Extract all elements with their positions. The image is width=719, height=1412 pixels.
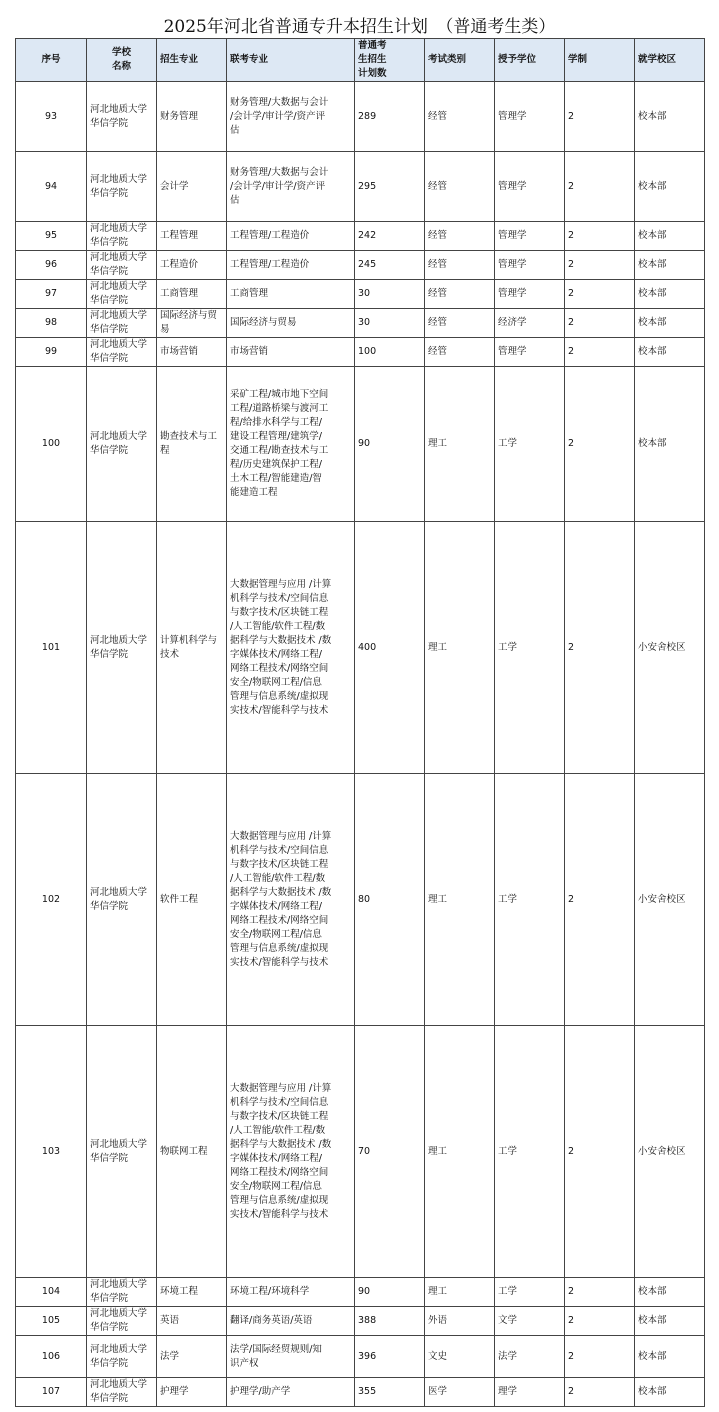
campus: 校本部	[635, 280, 705, 309]
header-school: 学校 名称	[87, 39, 157, 82]
exam-type: 理工	[425, 1278, 495, 1307]
row-number: 103	[16, 1026, 87, 1278]
enroll-major: 财务管理	[157, 82, 227, 152]
plan-count: 289	[355, 82, 425, 152]
exam-type: 理工	[425, 1026, 495, 1278]
degree: 管理学	[495, 222, 565, 251]
school-name: 河北地质大学华信学院	[87, 309, 157, 338]
exam-major: 大数据管理与应用 /计算 机科学与技术/空间信息 与数字技术/区块链工程 /人工智能/软件工程/数 据科学与大数据技术 /数 字媒体技术/网络工程/ 网络工程技术/网络空间 安全/物联网工程/信息 管理与信息系统/虚拟现 实技术/智能科学与技术	[227, 774, 355, 1026]
school-name: 河北地质大学华信学院	[87, 251, 157, 280]
header-exam-type: 考试类别	[425, 39, 495, 82]
degree: 工学	[495, 1026, 565, 1278]
study-years: 2	[565, 309, 635, 338]
exam-major: 采矿工程/城市地下空间 工程/道路桥梁与渡河工 程/给排水科学与工程/ 建设工程管理/建筑学/ 交通工程/勘查技术与工 程/历史建筑保护工程/ 土木工程/智能建造/智 能建造工程	[227, 367, 355, 522]
table-row	[16, 1026, 705, 1278]
study-years: 2	[565, 1307, 635, 1336]
campus: 校本部	[635, 1378, 705, 1407]
enroll-major: 工商管理	[157, 280, 227, 309]
exam-major: 财务管理/大数据与会计 /会计学/审计学/资产评 估	[227, 82, 355, 152]
plan-count: 30	[355, 280, 425, 309]
degree: 文学	[495, 1307, 565, 1336]
table-row	[16, 280, 705, 309]
exam-major: 法学/国际经贸规则/知 识产权	[227, 1336, 355, 1378]
header-years: 学制	[565, 39, 635, 82]
school-name: 河北地质大学华信学院	[87, 152, 157, 222]
header-exam-major: 联考专业	[227, 39, 355, 82]
school-name: 河北地质大学华信学院	[87, 774, 157, 1026]
degree: 管理学	[495, 338, 565, 367]
table-row	[16, 82, 705, 152]
study-years: 2	[565, 1336, 635, 1378]
degree: 工学	[495, 367, 565, 522]
school-name: 河北地质大学华信学院	[87, 367, 157, 522]
row-number: 101	[16, 522, 87, 774]
table-header-row	[16, 39, 705, 82]
plan-count: 388	[355, 1307, 425, 1336]
enroll-major: 软件工程	[157, 774, 227, 1026]
plan-count: 90	[355, 1278, 425, 1307]
table-row	[16, 1378, 705, 1407]
school-name: 河北地质大学华信学院	[87, 82, 157, 152]
exam-type: 理工	[425, 774, 495, 1026]
campus: 小安舍校区	[635, 774, 705, 1026]
plan-count: 90	[355, 367, 425, 522]
row-number: 98	[16, 309, 87, 338]
degree: 工学	[495, 774, 565, 1026]
plan-count: 80	[355, 774, 425, 1026]
study-years: 2	[565, 152, 635, 222]
enroll-major: 工程造价	[157, 251, 227, 280]
plan-count: 396	[355, 1336, 425, 1378]
school-name: 河北地质大学华信学院	[87, 338, 157, 367]
study-years: 2	[565, 251, 635, 280]
exam-type: 外语	[425, 1307, 495, 1336]
enrollment-plan-table	[15, 38, 705, 1407]
campus: 校本部	[635, 338, 705, 367]
table-row	[16, 222, 705, 251]
school-name: 河北地质大学华信学院	[87, 280, 157, 309]
enroll-major: 护理学	[157, 1378, 227, 1407]
enroll-major: 国际经济与贸易	[157, 309, 227, 338]
table-row	[16, 309, 705, 338]
exam-type: 经管	[425, 338, 495, 367]
study-years: 2	[565, 222, 635, 251]
exam-major: 工商管理	[227, 280, 355, 309]
campus: 校本部	[635, 1307, 705, 1336]
exam-major: 翻译/商务英语/英语	[227, 1307, 355, 1336]
enroll-major: 工程管理	[157, 222, 227, 251]
exam-major: 国际经济与贸易	[227, 309, 355, 338]
plan-count: 70	[355, 1026, 425, 1278]
plan-count: 100	[355, 338, 425, 367]
row-number: 93	[16, 82, 87, 152]
exam-type: 经管	[425, 222, 495, 251]
header-major: 招生专业	[157, 39, 227, 82]
exam-major: 财务管理/大数据与会计 /会计学/审计学/资产评 估	[227, 152, 355, 222]
table-row	[16, 1307, 705, 1336]
study-years: 2	[565, 338, 635, 367]
campus: 校本部	[635, 1278, 705, 1307]
campus: 校本部	[635, 222, 705, 251]
school-name: 河北地质大学华信学院	[87, 222, 157, 251]
header-plan: 普通考 生招生 计划数	[355, 39, 425, 82]
campus: 小安舍校区	[635, 522, 705, 774]
row-number: 102	[16, 774, 87, 1026]
table-row	[16, 338, 705, 367]
table-row	[16, 774, 705, 1026]
plan-count: 400	[355, 522, 425, 774]
enroll-major: 计算机科学与技术	[157, 522, 227, 774]
campus: 校本部	[635, 1336, 705, 1378]
plan-count: 245	[355, 251, 425, 280]
campus: 校本部	[635, 82, 705, 152]
study-years: 2	[565, 522, 635, 774]
degree: 工学	[495, 1278, 565, 1307]
row-number: 106	[16, 1336, 87, 1378]
study-years: 2	[565, 774, 635, 1026]
row-number: 100	[16, 367, 87, 522]
degree: 管理学	[495, 280, 565, 309]
exam-major: 护理学/助产学	[227, 1378, 355, 1407]
campus: 校本部	[635, 251, 705, 280]
page-title: 2025年河北省普通专升本招生计划 （普通考生类）	[163, 17, 556, 37]
exam-major: 工程管理/工程造价	[227, 251, 355, 280]
table-row	[16, 152, 705, 222]
school-name: 河北地质大学华信学院	[87, 1278, 157, 1307]
degree: 工学	[495, 522, 565, 774]
header-no: 序号	[16, 39, 87, 82]
school-name: 河北地质大学华信学院	[87, 1026, 157, 1278]
table-row	[16, 522, 705, 774]
enroll-major: 会计学	[157, 152, 227, 222]
degree: 法学	[495, 1336, 565, 1378]
table-row	[16, 367, 705, 522]
plan-count: 242	[355, 222, 425, 251]
enroll-major: 法学	[157, 1336, 227, 1378]
school-name: 河北地质大学华信学院	[87, 522, 157, 774]
row-number: 105	[16, 1307, 87, 1336]
school-name: 河北地质大学华信学院	[87, 1307, 157, 1336]
row-number: 97	[16, 280, 87, 309]
study-years: 2	[565, 280, 635, 309]
exam-type: 经管	[425, 280, 495, 309]
exam-type: 医学	[425, 1378, 495, 1407]
exam-type: 经管	[425, 251, 495, 280]
enroll-major: 市场营销	[157, 338, 227, 367]
exam-type: 经管	[425, 309, 495, 338]
row-number: 99	[16, 338, 87, 367]
campus: 校本部	[635, 367, 705, 522]
study-years: 2	[565, 1378, 635, 1407]
study-years: 2	[565, 367, 635, 522]
campus: 校本部	[635, 309, 705, 338]
enroll-major: 勘查技术与工程	[157, 367, 227, 522]
campus: 校本部	[635, 152, 705, 222]
degree: 管理学	[495, 251, 565, 280]
exam-type: 经管	[425, 82, 495, 152]
table-row	[16, 1278, 705, 1307]
degree: 经济学	[495, 309, 565, 338]
enroll-major: 物联网工程	[157, 1026, 227, 1278]
header-campus: 就学校区	[635, 39, 705, 82]
exam-major: 工程管理/工程造价	[227, 222, 355, 251]
exam-major: 大数据管理与应用 /计算 机科学与技术/空间信息 与数字技术/区块链工程 /人工智能/软件工程/数 据科学与大数据技术 /数 字媒体技术/网络工程/ 网络工程技术/网络空间 安全/物联网工程/信息 管理与信息系统/虚拟现 实技术/智能科学与技术	[227, 522, 355, 774]
exam-type: 文史	[425, 1336, 495, 1378]
degree: 管理学	[495, 152, 565, 222]
exam-major: 大数据管理与应用 /计算 机科学与技术/空间信息 与数字技术/区块链工程 /人工智能/软件工程/数 据科学与大数据技术 /数 字媒体技术/网络工程/ 网络工程技术/网络空间 安全/物联网工程/信息 管理与信息系统/虚拟现 实技术/智能科学与技术	[227, 1026, 355, 1278]
table-row	[16, 1336, 705, 1378]
campus: 小安舍校区	[635, 1026, 705, 1278]
enroll-major: 英语	[157, 1307, 227, 1336]
enroll-major: 环境工程	[157, 1278, 227, 1307]
row-number: 95	[16, 222, 87, 251]
exam-type: 经管	[425, 152, 495, 222]
degree: 管理学	[495, 82, 565, 152]
plan-count: 355	[355, 1378, 425, 1407]
header-degree: 授予学位	[495, 39, 565, 82]
exam-type: 理工	[425, 522, 495, 774]
exam-major: 环境工程/环境科学	[227, 1278, 355, 1307]
row-number: 96	[16, 251, 87, 280]
exam-major: 市场营销	[227, 338, 355, 367]
row-number: 107	[16, 1378, 87, 1407]
plan-count: 30	[355, 309, 425, 338]
plan-count: 295	[355, 152, 425, 222]
study-years: 2	[565, 1026, 635, 1278]
school-name: 河北地质大学华信学院	[87, 1336, 157, 1378]
study-years: 2	[565, 82, 635, 152]
row-number: 94	[16, 152, 87, 222]
school-name: 河北地质大学华信学院	[87, 1378, 157, 1407]
row-number: 104	[16, 1278, 87, 1307]
study-years: 2	[565, 1278, 635, 1307]
table-row	[16, 251, 705, 280]
exam-type: 理工	[425, 367, 495, 522]
degree: 理学	[495, 1378, 565, 1407]
